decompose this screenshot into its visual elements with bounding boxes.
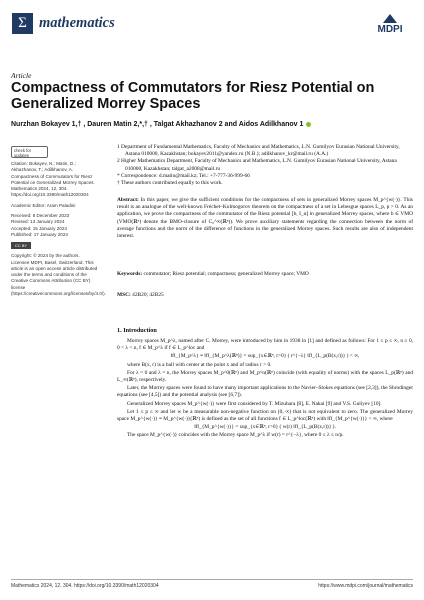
cc-license-icon[interactable]: CC BY [11,242,31,249]
paragraph-6: Let 1 ≤ p ≤ ∞ and let w be a measurable non-negative function on (0, ∞) that is not equivalent to zero. The generalized Morrey space M_p^{w(·)} ≡ M_p^{w(·)}(ℝⁿ) is defined as the set of all functions f ∈ L_p^loc(ℝⁿ) with ‖f‖_{M_p^{w(·)}} < ∞, where [117,408,413,423]
msc-label: MSC: [117,292,131,298]
affiliation-1: 1 Department of Fundamental Mathematics, Faculty of Mechanics and Mathematics, L.N. Gumilyov Eurasian National University, Astana 010000, Kazakhstan; bokayev2011@yandex.ru (N.B.); adilkhanov_kr@mail.ru (A.A.) [117,144,400,158]
equal-contribution: † These authors contributed equally to this work. [117,180,223,187]
journal-name: mathematics [39,15,115,31]
correspondence: * Correspondence: d.matin@mail.kz; Tel.: +7-777-36-999-66 [117,172,250,179]
body-text [117,338,413,441]
revised-date: Revised: 13 January 2024 [11,219,65,225]
keywords-text: commutator; Riesz potential; compactness; generalized Morrey space; VMO [143,271,309,277]
abstract-label: Abstract: [117,197,139,203]
footer-journal-link[interactable]: https://www.mdpi.com/journal/mathematics [318,583,413,589]
received-date: Received: 6 December 2023 [11,213,70,219]
affiliations [117,144,413,187]
equation-2: ‖f‖_{M_p^{w(·)}} = sup_{x∈ℝⁿ, r>0} ( w(r) ‖f‖_{L_p(B(x,r))} ). [194,424,336,431]
citation: Citation: Bokayev, N.; Matin, D.; Akhazhanov, T.; Adilkhanov, A. Compactness of Commutators for Riesz Potential on Generalized Morrey Spaces. Mathematics 2024, 12, 304. https://doi.org/10.3390/math12020304 [11,161,95,198]
abstract-text: In this paper, we give the sufficient conditions for the compactness of sets in generalized Morrey spaces M_p^{w(·)}. This result is an analogue of the well-known Fréchet–Kolmogorov theorem on the compactness of a set in Lebesgue spaces L_p, p > 0. As an application, we prove the compactness of the commutator of the Riesz potential [b, I_α] in generalized Morrey spaces, where b ∈ VMO (VMO(ℝⁿ) denote the BMO-closure of C₀^∞(ℝⁿ)). We prove auxiliary statements regarding the connection between the norm of average functions and the norm of the difference of functions in the generalized Morrey spaces. Such results are also of independent interest. [117,197,413,240]
keywords [117,271,413,278]
mdpi-logo[interactable] [372,14,408,38]
check-for-updates-button[interactable]: check for updates [11,146,48,158]
sidebar [11,146,106,301]
paragraph-5: Generalized Morrey spaces M_p^{w(·)} were first considered by T. Mizuhara [8], E. Nakai [9] and V.S. Guliyev [10]. [127,400,382,407]
affiliation-2: 2 Higher Mathematics Department, Faculty of Mechanics and Mathematics, L.N. Gumilyov Eurasian National University, Astana 010000, Kazakhstan; talgat_a2008@mail.ru [117,158,397,172]
author-list [11,121,411,128]
paragraph-3: For λ = 0 and λ = n, the Morrey spaces M_p^0(ℝⁿ) and M_p^n(ℝⁿ) coincide (with equality of norms) with the spaces L_p(ℝⁿ) and L_∞(ℝⁿ), respectively. [117,369,413,384]
authors-text: Nurzhan Bokayev 1,† , Dauren Matin 2,*,† , Talgat Akhazhanov 2 and Aidos Adilkhanov 1 [11,121,304,128]
msc-text: 42B20; 42B25 [132,292,164,298]
publisher-name: MDPI [377,24,403,35]
accepted-date: Accepted: 15 January 2024 [11,225,67,231]
page-footer [11,579,413,589]
keywords-label: Keywords: [117,271,143,277]
msc [117,292,413,299]
footer-citation[interactable]: Mathematics 2024, 12, 304. https://doi.org/10.3390/math12020304 [11,583,159,589]
journal-header [10,10,414,40]
journal-logo-icon: Σ [12,13,33,34]
paragraph-4: Later, the Morrey spaces were found to have many important applications to the Navier–Stokes equations (see [2,3]), the Shrodinger equations (see [4,5]) and the potential analysis (see [6,7]). [117,385,413,399]
section-heading: 1. Introduction [117,327,157,334]
paragraph-7: The space M_p^{w(·)} coincides with the Morrey space M_p^λ if w(r) = r^{−λ}, where 0 ≤ λ ≤ n/p. [127,432,344,439]
article-type: Article [11,71,32,80]
abstract [117,197,413,240]
academic-editor: Academic Editor: Aram Paladini [11,202,76,208]
published-date: Published: 17 January 2024 [11,231,68,237]
orcid-icon[interactable] [306,122,311,127]
paragraph-1: Morrey spaces M_p^λ, named after C. Morrey, were introduced by him in 1938 in [1] and defined as follows: For 1 ≤ p ≤ ∞, n ≥ 0, 0 < λ < n, f ∈ M_p^λ if f ∈ L_p^loc and [117,338,413,352]
mdpi-triangle-icon [383,14,397,23]
copyright: Copyright: © 2024 by the authors. Licensee MDPI, Basel, Switzerland. This article is an open access article distributed under the terms and conditions of the Creative Commons Attribution (CC BY) license (https://creativecommons.org/licenses/by/4.0/). [11,253,106,297]
equation-1: ‖f‖_{M_p^λ} ≡ ‖f‖_{M_p^λ(ℝⁿ)} = sup_{x∈ℝⁿ, r>0} ( r^{−λ} ‖f‖_{L_p(B(x,r))} ) < ∞, [170,353,360,360]
paragraph-2: where B(x, r) is a ball with center at the point x and of radius r > 0. [127,361,272,368]
page-title: Compactness of Commutators for Riesz Potential on Generalized Morrey Spaces [11,80,375,112]
